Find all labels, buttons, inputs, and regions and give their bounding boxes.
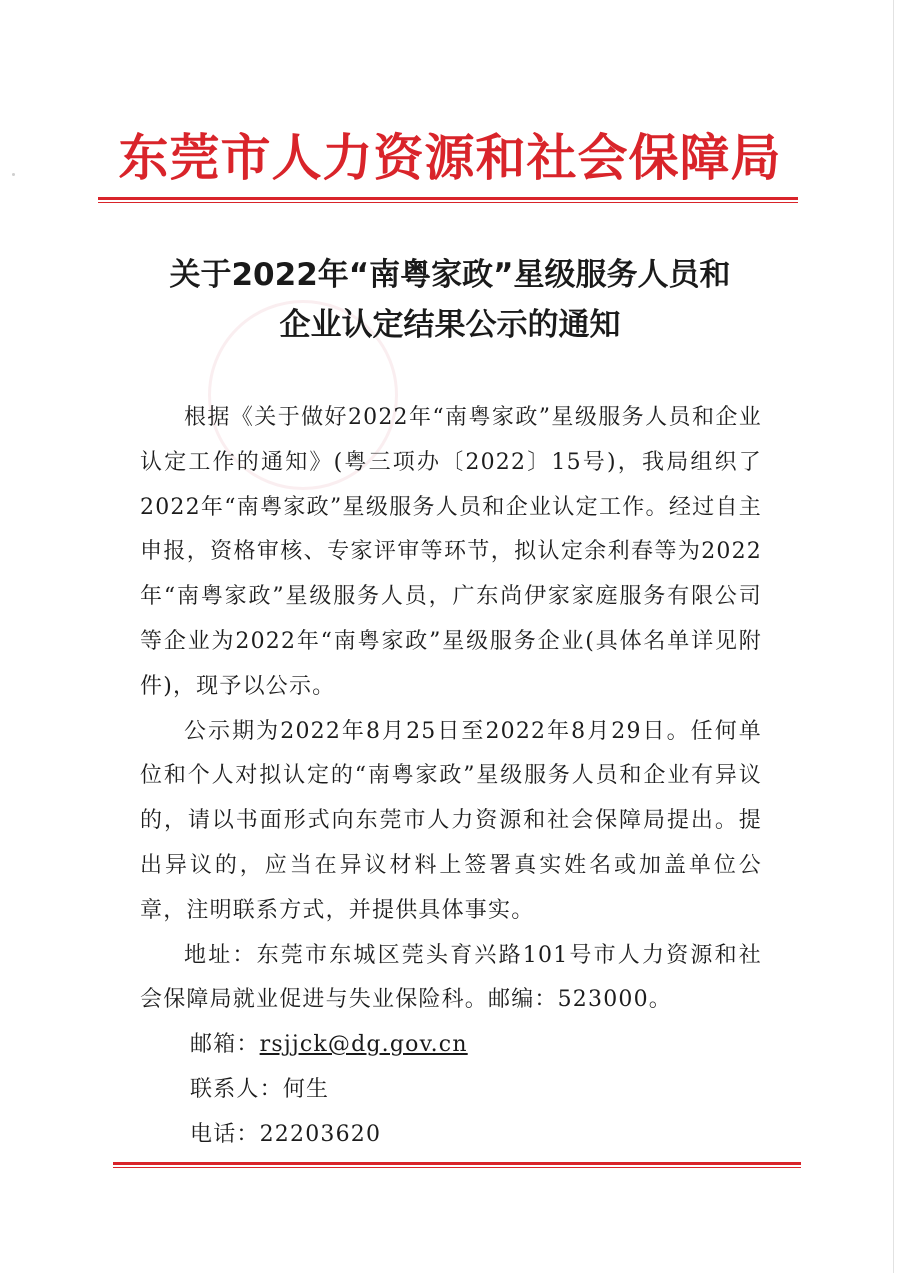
contact-phone-line [140,1113,762,1158]
footer-red-rule-thick [113,1162,801,1165]
contact-email-label: 邮箱： [190,1032,260,1058]
masthead-red-rule-thin [98,202,798,203]
contact-email-line [140,1023,762,1068]
masthead-red-rule-thick [98,197,798,200]
contact-person-line [140,1068,762,1113]
scan-edge [893,0,894,1273]
notice-title-line-2: 企业认定结果公示的通知 [279,307,621,343]
contact-phone-label: 电话： [190,1121,260,1147]
contact-phone-value: 22203620 [259,1121,382,1147]
notice-body [140,396,762,1158]
masthead-red-rule [98,197,798,203]
body-paragraph-publicity-period: 公示期为2022年8月25日至2022年8月29日。任何单位和个人对拟认定的“南粤家政”星级服务人员和企业有异议的，请以书面形式向东莞市人力资源和社会保障局提出。提出异议的，应当在异议材料上签署真实姓名或加盖单位公章，注明联系方式，并提供具体事实。 [140,718,762,923]
scan-speck [12,173,15,176]
body-paragraph-basis: 根据《关于做好2022年“南粤家政”星级服务人员和企业认定工作的通知》(粤三项办〔2022〕15号)，我局组织了2022年“南粤家政”星级服务人员和企业认定工作。经过自主申报，资格审核、专家评审等环节，拟认定余利春等为2022年“南粤家政”星级服务人员，广东尚伊家家庭服务有限公司等企业为2022年“南粤家政”星级服务企业(具体名单详见附件)，现予以公示。 [140,405,762,699]
issuer-masthead: 东莞市人力资源和社会保障局 [118,128,782,187]
footer-red-rule [113,1162,801,1168]
notice-title-line-1: 关于2022年“南粤家政”星级服务人员和 [169,257,731,293]
notice-title [100,250,800,350]
footer-red-rule-thin [113,1167,801,1168]
body-paragraph-address: 地址：东莞市东城区莞头育兴路101号市人力资源和社会保障局就业促进与失业保险科。邮编：523000。 [140,942,762,1013]
contact-person-label: 联系人： [190,1076,283,1102]
contact-email-link[interactable]: rsjjck@dg.gov.cn [259,1032,468,1058]
contact-person-value: 何生 [282,1076,330,1102]
